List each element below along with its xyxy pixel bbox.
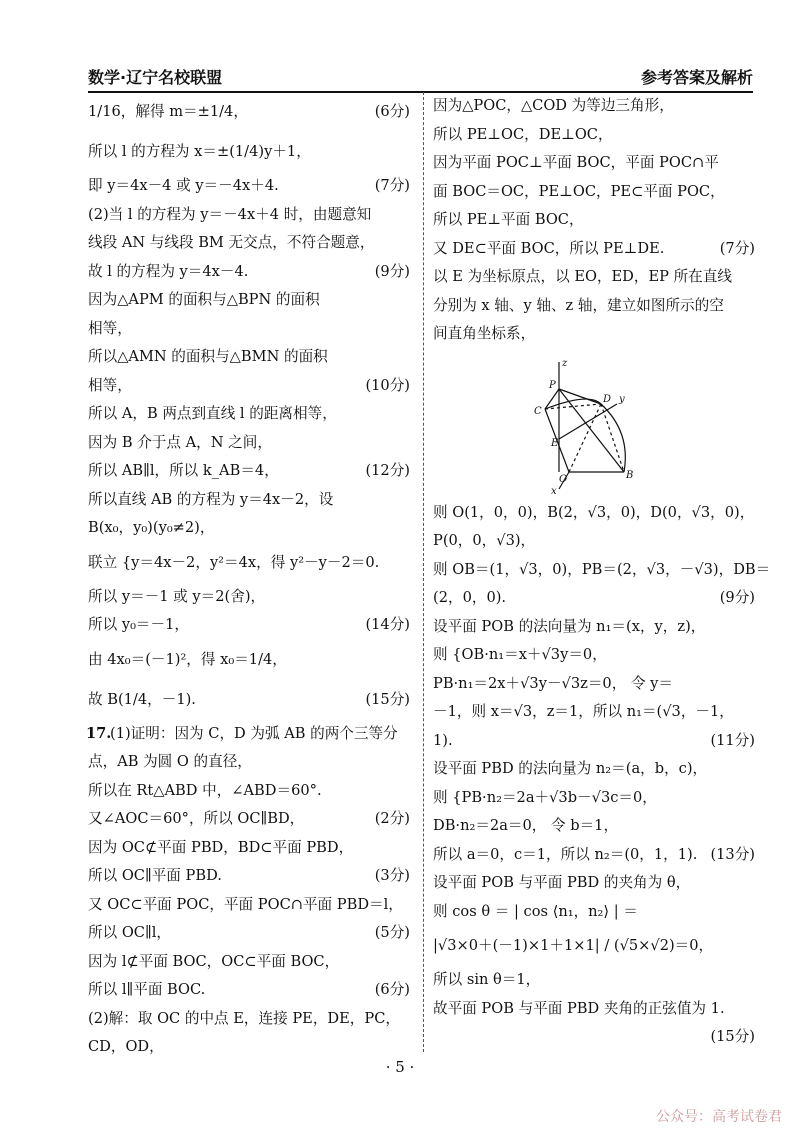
- line-text: 则 O(1，0，0)，B(2，√3，0)，D(0，√3，0)，: [433, 503, 755, 521]
- line-text: 所以直线 AB 的方程为 y＝4x－2，设: [88, 490, 334, 508]
- text-line: [88, 1005, 410, 1034]
- text-line: [88, 429, 410, 458]
- line-text: 所以 l 的方程为 x＝±(1/4)y＋1，: [88, 143, 311, 160]
- text-line: [88, 258, 410, 287]
- line-text: 相等，: [88, 376, 132, 394]
- line-text: 设平面 POB 的法向量为 n₁＝(x，y，z)，: [433, 617, 706, 635]
- line-text: PB·n₁＝2x＋√3y－√3z＝0， 令 y＝: [433, 674, 674, 692]
- text-line: [433, 641, 755, 670]
- score-mark: (9分): [719, 589, 755, 606]
- score-mark: (2分): [374, 810, 410, 827]
- left-column: [88, 92, 410, 1062]
- line-text: 所以 sin θ＝1，: [433, 971, 541, 988]
- score-mark: (13分): [710, 845, 755, 863]
- label-c: C: [534, 405, 542, 417]
- line-text: 故 B(1/4，－1).: [88, 690, 196, 708]
- line-text: 因为平面 POC⊥平面 BOC，平面 POC∩平: [433, 154, 719, 171]
- line-text: 以 E 为坐标原点，以 EO，ED，EP 所在直线: [433, 268, 732, 285]
- text-line: [88, 343, 410, 372]
- line-text: 1/16，解得 m＝±1/4，: [88, 103, 248, 120]
- score-mark: (9分): [374, 262, 410, 280]
- score-mark: (11分): [710, 731, 755, 749]
- text-line: [88, 611, 410, 640]
- line-text: 故平面 POB 与平面 PBD 夹角的正弦值为 1.: [433, 999, 725, 1017]
- score-mark: (14分): [365, 616, 410, 633]
- text-line: [433, 727, 755, 756]
- text-line: [433, 784, 755, 813]
- coordinate-figure: [433, 349, 755, 499]
- text-line: [433, 841, 755, 870]
- line-text: 点，AB 为圆 O 的直径，: [88, 753, 252, 770]
- score-mark: (5分): [374, 924, 410, 941]
- line-text: DB·n₂＝2a＝0， 令 b＝1，: [433, 817, 619, 834]
- line-text: 由 4x₀＝(－1)²，得 x₀＝1/4，: [88, 650, 287, 668]
- line-text: 即 y＝4x－4 或 y＝－4x＋4.: [88, 177, 279, 194]
- line-text: 相等，: [88, 319, 132, 337]
- label-y: y: [619, 393, 625, 405]
- text-line: [433, 92, 755, 121]
- header-title: 参考答案及解析: [640, 68, 753, 87]
- line-text: 分别为 x 轴、y 轴、z 轴，建立如图所示的空: [433, 296, 724, 314]
- score-mark: (12分): [365, 462, 410, 479]
- line-text: 则 {OB·n₁＝x＋√3y＝0，: [433, 646, 607, 663]
- line-text: 因为 B 介于点 A，N 之间，: [88, 433, 272, 451]
- line-text: 因为△POC，△COD 为等边三角形，: [433, 97, 674, 114]
- geometry-diagram: [529, 354, 659, 494]
- text-line: [433, 613, 755, 642]
- text-line: [88, 919, 410, 948]
- text-line: [88, 457, 410, 486]
- line-text: 1).: [433, 731, 453, 749]
- text-line: [433, 263, 755, 292]
- score-mark: (7分): [374, 177, 410, 194]
- db-edge: [601, 404, 624, 472]
- text-line: [433, 898, 755, 927]
- line-text: 设平面 PBD 的法向量为 n₂＝(a，b，c)，: [433, 760, 708, 777]
- line-text: 因为 l⊄平面 BOC，OC⊂平面 BOC，: [88, 952, 340, 970]
- text-line: [433, 206, 755, 235]
- text-line: [88, 748, 410, 777]
- score-mark: (7分): [719, 239, 755, 257]
- line-text: 则 OB＝(1，√3，0)，PB＝(2，√3，－√3)，DB＝: [433, 560, 771, 578]
- text-line: [433, 556, 771, 585]
- text-line: [88, 486, 410, 515]
- line-text: 所以 PE⊥平面 BOC，: [433, 211, 584, 228]
- question-number: 17.: [86, 724, 112, 742]
- text-line: [433, 292, 755, 321]
- line-text: |√3×0＋(－1)×1＋1×1| / (√5×√2)＝0，: [433, 937, 714, 954]
- text-line: [88, 400, 410, 429]
- label-e: E: [551, 437, 559, 449]
- text-line: [88, 286, 410, 315]
- line-text: 间直角坐标系，: [433, 325, 536, 342]
- score-mark: (3分): [374, 867, 410, 884]
- text-line: [433, 235, 755, 264]
- score-mark: (6分): [374, 981, 410, 998]
- text-line: [88, 229, 410, 258]
- line-text: CD，OD，: [88, 1038, 164, 1055]
- label-x: x: [551, 485, 557, 494]
- text-line: [433, 926, 755, 966]
- page-header: [88, 62, 753, 93]
- text-line: [88, 891, 410, 920]
- text-line: [88, 834, 410, 863]
- text-line: [433, 499, 755, 528]
- text-line: [88, 640, 410, 680]
- score-mark: (15分): [365, 690, 410, 708]
- text-line: [433, 149, 755, 178]
- line-text: 所以 A，B 两点到直线 l 的距离相等，: [88, 405, 337, 422]
- line-text: 所以 a＝0，c＝1，所以 n₂＝(0，1，1).: [433, 845, 698, 863]
- line-text: B(x₀，y₀)(y₀≠2)，: [88, 519, 215, 536]
- text-line: [88, 315, 410, 344]
- text-line: [88, 543, 410, 583]
- line-text: 又 DE⊂平面 BOC，所以 PE⊥DE.: [433, 239, 665, 257]
- line-text: 所以 PE⊥OC，DE⊥OC，: [433, 125, 613, 143]
- line-text: 所以在 Rt△ABD 中，∠ABD＝60°.: [88, 781, 322, 799]
- right-column: [433, 92, 771, 1052]
- text-line: [88, 976, 410, 1005]
- label-o: O: [559, 473, 568, 485]
- text-line: [433, 584, 755, 613]
- od-edge: [569, 404, 601, 472]
- text-line: [433, 527, 755, 556]
- line-text: 线段 AN 与线段 BM 无交点，不符合题意，: [88, 234, 375, 251]
- line-text: 故 l 的方程为 y＝4x－4.: [88, 262, 249, 280]
- text-line: [88, 132, 410, 172]
- line-text: 所以 AB∥l，所以 k_AB＝4，: [88, 462, 279, 479]
- text-line: [88, 201, 410, 230]
- text-line: [433, 966, 755, 995]
- text-line: [433, 995, 755, 1024]
- score-mark: (6分): [374, 103, 410, 120]
- header-subject: 数学·辽宁名校联盟: [88, 68, 223, 87]
- text-line: [88, 777, 410, 806]
- text-line: [433, 178, 755, 207]
- line-text: (1)证明：因为 C，D 为弧 AB 的两个三等分: [110, 724, 398, 742]
- text-line: [88, 583, 410, 612]
- line-text: 所以 l∥平面 BOC.: [88, 981, 206, 998]
- line-text: 则 cos θ ＝ | cos ⟨n₁，n₂⟩ | ＝: [433, 902, 638, 920]
- text-line: [88, 92, 410, 132]
- text-line: [433, 320, 755, 349]
- text-line: [433, 670, 755, 699]
- score-mark: (10分): [365, 376, 410, 394]
- line-text: (2)当 l 的方程为 y＝－4x＋4 时，由题意知: [88, 205, 372, 223]
- text-line: [433, 869, 755, 898]
- text-line: [433, 755, 755, 784]
- line-text: 因为 OC⊄平面 PBD，BD⊂平面 PBD，: [88, 838, 354, 856]
- line-text: (2)解：取 OC 的中点 E，连接 PE，DE，PC，: [88, 1009, 400, 1027]
- label-z: z: [562, 357, 568, 369]
- text-line: [88, 720, 410, 749]
- text-line: [433, 121, 755, 150]
- line-text: 联立 {y＝4x－2，y²＝4x，得 y²－y－2＝0.: [88, 553, 380, 571]
- text-line: [88, 862, 410, 891]
- text-line: [433, 1023, 755, 1052]
- label-d: D: [603, 393, 612, 405]
- line-text: －1，则 x＝√3，z＝1，所以 n₁＝(√3，－1，: [433, 703, 734, 720]
- line-text: 则 {PB·n₂＝2a＋√3b－√3c＝0，: [433, 788, 657, 806]
- page-number: · 5 ·: [385, 1058, 415, 1076]
- label-b: B: [626, 469, 634, 481]
- text-line: [88, 805, 410, 834]
- line-text: 因为△APM 的面积与△BPN 的面积: [88, 291, 320, 308]
- column-divider: [423, 92, 424, 1052]
- text-line: [433, 812, 755, 841]
- line-text: 面 BOC＝OC，PE⊥OC，PE⊂平面 POC，: [433, 182, 725, 200]
- score-mark: (15分): [710, 1028, 755, 1045]
- line-text: P(0，0，√3)，: [433, 532, 536, 549]
- line-text: 所以 y₀＝－1，: [88, 616, 189, 633]
- line-text: 设平面 POB 与平面 PBD 的夹角为 θ，: [433, 874, 691, 891]
- right-column-bottom: [433, 499, 771, 1052]
- text-line: [88, 948, 410, 977]
- right-column-top: [433, 92, 755, 349]
- line-text: 所以 OC∥l，: [88, 924, 171, 941]
- watermark: 公众号：高考试卷君: [656, 1109, 782, 1125]
- line-text: 所以 y＝－1 或 y＝2(舍)，: [88, 587, 266, 605]
- text-line: [88, 514, 410, 543]
- y-axis: [559, 404, 617, 439]
- arc: [545, 399, 625, 472]
- line-text: 所以 OC∥平面 PBD.: [88, 867, 222, 884]
- text-line: [88, 372, 410, 401]
- label-p: P: [549, 379, 556, 391]
- text-line: [88, 172, 410, 201]
- text-line: [433, 698, 755, 727]
- line-text: 所以△AMN 的面积与△BMN 的面积: [88, 348, 328, 365]
- line-text: 又 OC⊂平面 POC，平面 POC∩平面 PBD＝l，: [88, 895, 403, 913]
- line-text: (2，0，0).: [433, 589, 507, 606]
- text-line: [88, 680, 410, 720]
- line-text: 又∠AOC＝60°，所以 OC∥BD，: [88, 810, 305, 827]
